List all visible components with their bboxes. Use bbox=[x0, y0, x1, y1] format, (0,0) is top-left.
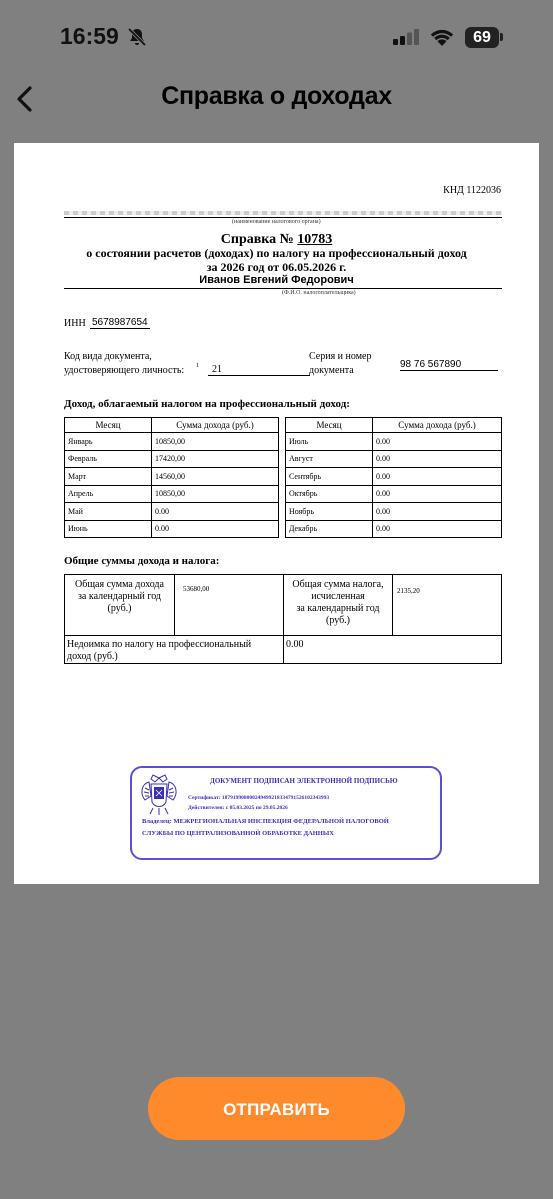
doc-type-label-2: удостоверяющего личность: bbox=[64, 365, 185, 376]
total-tax-label-1: Общая сумма налога, bbox=[292, 579, 384, 590]
tax-authority-caption: (наименование налогового органа) bbox=[232, 219, 321, 225]
inn-value: 5678987654 bbox=[92, 317, 148, 328]
table-row bbox=[286, 433, 502, 451]
table-row bbox=[286, 450, 502, 468]
table-row bbox=[65, 520, 279, 538]
coat-of-arms-icon bbox=[137, 772, 181, 816]
stamp-certificate: Сертификат: 187919908000249499218334791526102343993 bbox=[188, 795, 330, 801]
table-row bbox=[286, 503, 502, 521]
table-row bbox=[65, 468, 279, 486]
electronic-signature-stamp bbox=[130, 766, 442, 860]
month-cell: Май bbox=[65, 503, 152, 521]
month-cell: Август bbox=[286, 450, 373, 468]
doc-type-label-1: Код вида документа, bbox=[64, 351, 152, 362]
month-cell: Март bbox=[65, 468, 152, 486]
totals-table bbox=[64, 574, 502, 664]
month-cell: Февраль bbox=[65, 450, 152, 468]
table-row bbox=[65, 485, 279, 503]
income-certificate-document bbox=[14, 143, 539, 884]
month-cell: Сентябрь bbox=[286, 468, 373, 486]
income-section-title: Доход, облагаемый налогом на профессиональный доход: bbox=[64, 398, 350, 410]
arrears-label-2: доход (руб.) bbox=[67, 651, 118, 662]
income-table-jan-jun bbox=[64, 417, 279, 538]
total-income-label-3: (руб.) bbox=[107, 603, 132, 614]
amount-cell: 0.00 bbox=[152, 520, 279, 538]
amount-cell: 0.00 bbox=[152, 503, 279, 521]
col-header-month: Месяц bbox=[286, 418, 373, 433]
amount-cell: 17420,00 bbox=[152, 450, 279, 468]
month-cell: Январь bbox=[65, 433, 152, 451]
total-income-value: 53680,00 bbox=[175, 575, 284, 635]
taxpayer-name: Иванов Евгений Федорович bbox=[199, 274, 354, 286]
status-time: 16:59 bbox=[60, 23, 119, 49]
heading-period: за 2026 год от 06.05.2026 г. bbox=[206, 260, 347, 274]
series-label-2: документа bbox=[309, 365, 354, 376]
amount-cell: 0.00 bbox=[373, 520, 502, 538]
doc-type-value: 21 bbox=[208, 364, 310, 376]
knd-code: КНД 1122036 bbox=[443, 185, 501, 196]
table-row bbox=[65, 503, 279, 521]
nav-header bbox=[0, 76, 553, 122]
amount-cell: 0.00 bbox=[373, 433, 502, 451]
heading-prefix: Справка № bbox=[220, 232, 294, 247]
amount-cell: 0.00 bbox=[373, 450, 502, 468]
wifi-icon bbox=[428, 26, 456, 47]
month-cell: Октябрь bbox=[286, 485, 373, 503]
month-cell: Декабрь bbox=[286, 520, 373, 538]
heading-subject: о состоянии расчетов (доходах) по налогу на профессиональный доход bbox=[86, 246, 467, 260]
total-tax-label-cell bbox=[284, 575, 393, 635]
income-table-jul-dec bbox=[285, 417, 502, 538]
doc-type-footnote: 1 bbox=[196, 363, 199, 369]
total-tax-label-3: за календарный год bbox=[296, 603, 380, 614]
battery-indicator: 69 bbox=[465, 27, 499, 48]
page-title: Справка о доходах bbox=[161, 82, 392, 110]
month-cell: Июль bbox=[286, 433, 373, 451]
table-row bbox=[65, 433, 279, 451]
stamp-owner-line-2: СЛУЖБЫ ПО ЦЕНТРАЛИЗОВАННОЙ ОБРАБОТКЕ ДАННЫХ bbox=[142, 830, 334, 837]
total-tax-value: 2135,20 bbox=[397, 587, 420, 595]
table-row bbox=[286, 520, 502, 538]
stamp-validity: Действителен: с 05.03.2025 по 29.05.2026 bbox=[188, 805, 288, 811]
status-bar bbox=[0, 0, 553, 76]
amount-cell: 0.00 bbox=[373, 468, 502, 486]
table-row bbox=[286, 485, 502, 503]
battery-tip bbox=[500, 33, 503, 41]
total-income-label-1: Общая сумма дохода bbox=[75, 579, 164, 590]
table-row bbox=[286, 468, 502, 486]
inn-label: ИНН bbox=[64, 318, 86, 329]
month-cell: Июнь bbox=[65, 520, 152, 538]
amount-cell: 0.00 bbox=[373, 503, 502, 521]
totals-section-title: Общие суммы дохода и налога: bbox=[64, 555, 220, 567]
month-cell: Апрель bbox=[65, 485, 152, 503]
total-tax-label-4: (руб.) bbox=[326, 615, 350, 626]
amount-cell: 10850,00 bbox=[152, 485, 279, 503]
arrears-value: 0.00 bbox=[284, 635, 501, 664]
arrears-label-cell bbox=[65, 635, 284, 664]
arrears-label-1: Недоимка по налогу на профессиональный bbox=[67, 639, 252, 650]
amount-cell: 10850,00 bbox=[152, 433, 279, 451]
table-row bbox=[65, 450, 279, 468]
col-header-amount: Сумма дохода (руб.) bbox=[152, 418, 279, 433]
series-value: 98 76 567890 bbox=[400, 359, 498, 371]
series-label-1: Серия и номер bbox=[309, 351, 372, 362]
total-income-label-2: за календарный год bbox=[77, 591, 161, 602]
col-header-amount: Сумма дохода (руб.) bbox=[373, 418, 502, 433]
month-cell: Ноябрь bbox=[286, 503, 373, 521]
col-header-month: Месяц bbox=[65, 418, 152, 433]
tax-authority-rule bbox=[64, 217, 502, 218]
tax-authority-name-line bbox=[64, 211, 502, 215]
taxpayer-caption: (Ф.И.О. налогоплательщика) bbox=[282, 290, 356, 296]
stamp-owner-line-1: Владелец: МЕЖРЕГИОНАЛЬНАЯ ИНСПЕКЦИЯ ФЕДЕРАЛЬНОЙ НАЛОГОВОЙ bbox=[142, 818, 389, 825]
total-tax-label-2: исчисленная bbox=[311, 591, 365, 602]
submit-button[interactable]: ОТПРАВИТЬ bbox=[148, 1077, 405, 1140]
certificate-number: 10783 bbox=[297, 232, 333, 247]
bell-muted-icon bbox=[126, 26, 148, 48]
amount-cell: 0.00 bbox=[373, 485, 502, 503]
cellular-signal-icon bbox=[393, 29, 421, 45]
total-income-label-cell bbox=[65, 575, 175, 635]
taxpayer-rule bbox=[64, 288, 502, 289]
stamp-title: ДОКУМЕНТ ПОДПИСАН ЭЛЕКТРОННОЙ ПОДПИСЬЮ bbox=[210, 777, 398, 785]
amount-cell: 14560,00 bbox=[152, 468, 279, 486]
